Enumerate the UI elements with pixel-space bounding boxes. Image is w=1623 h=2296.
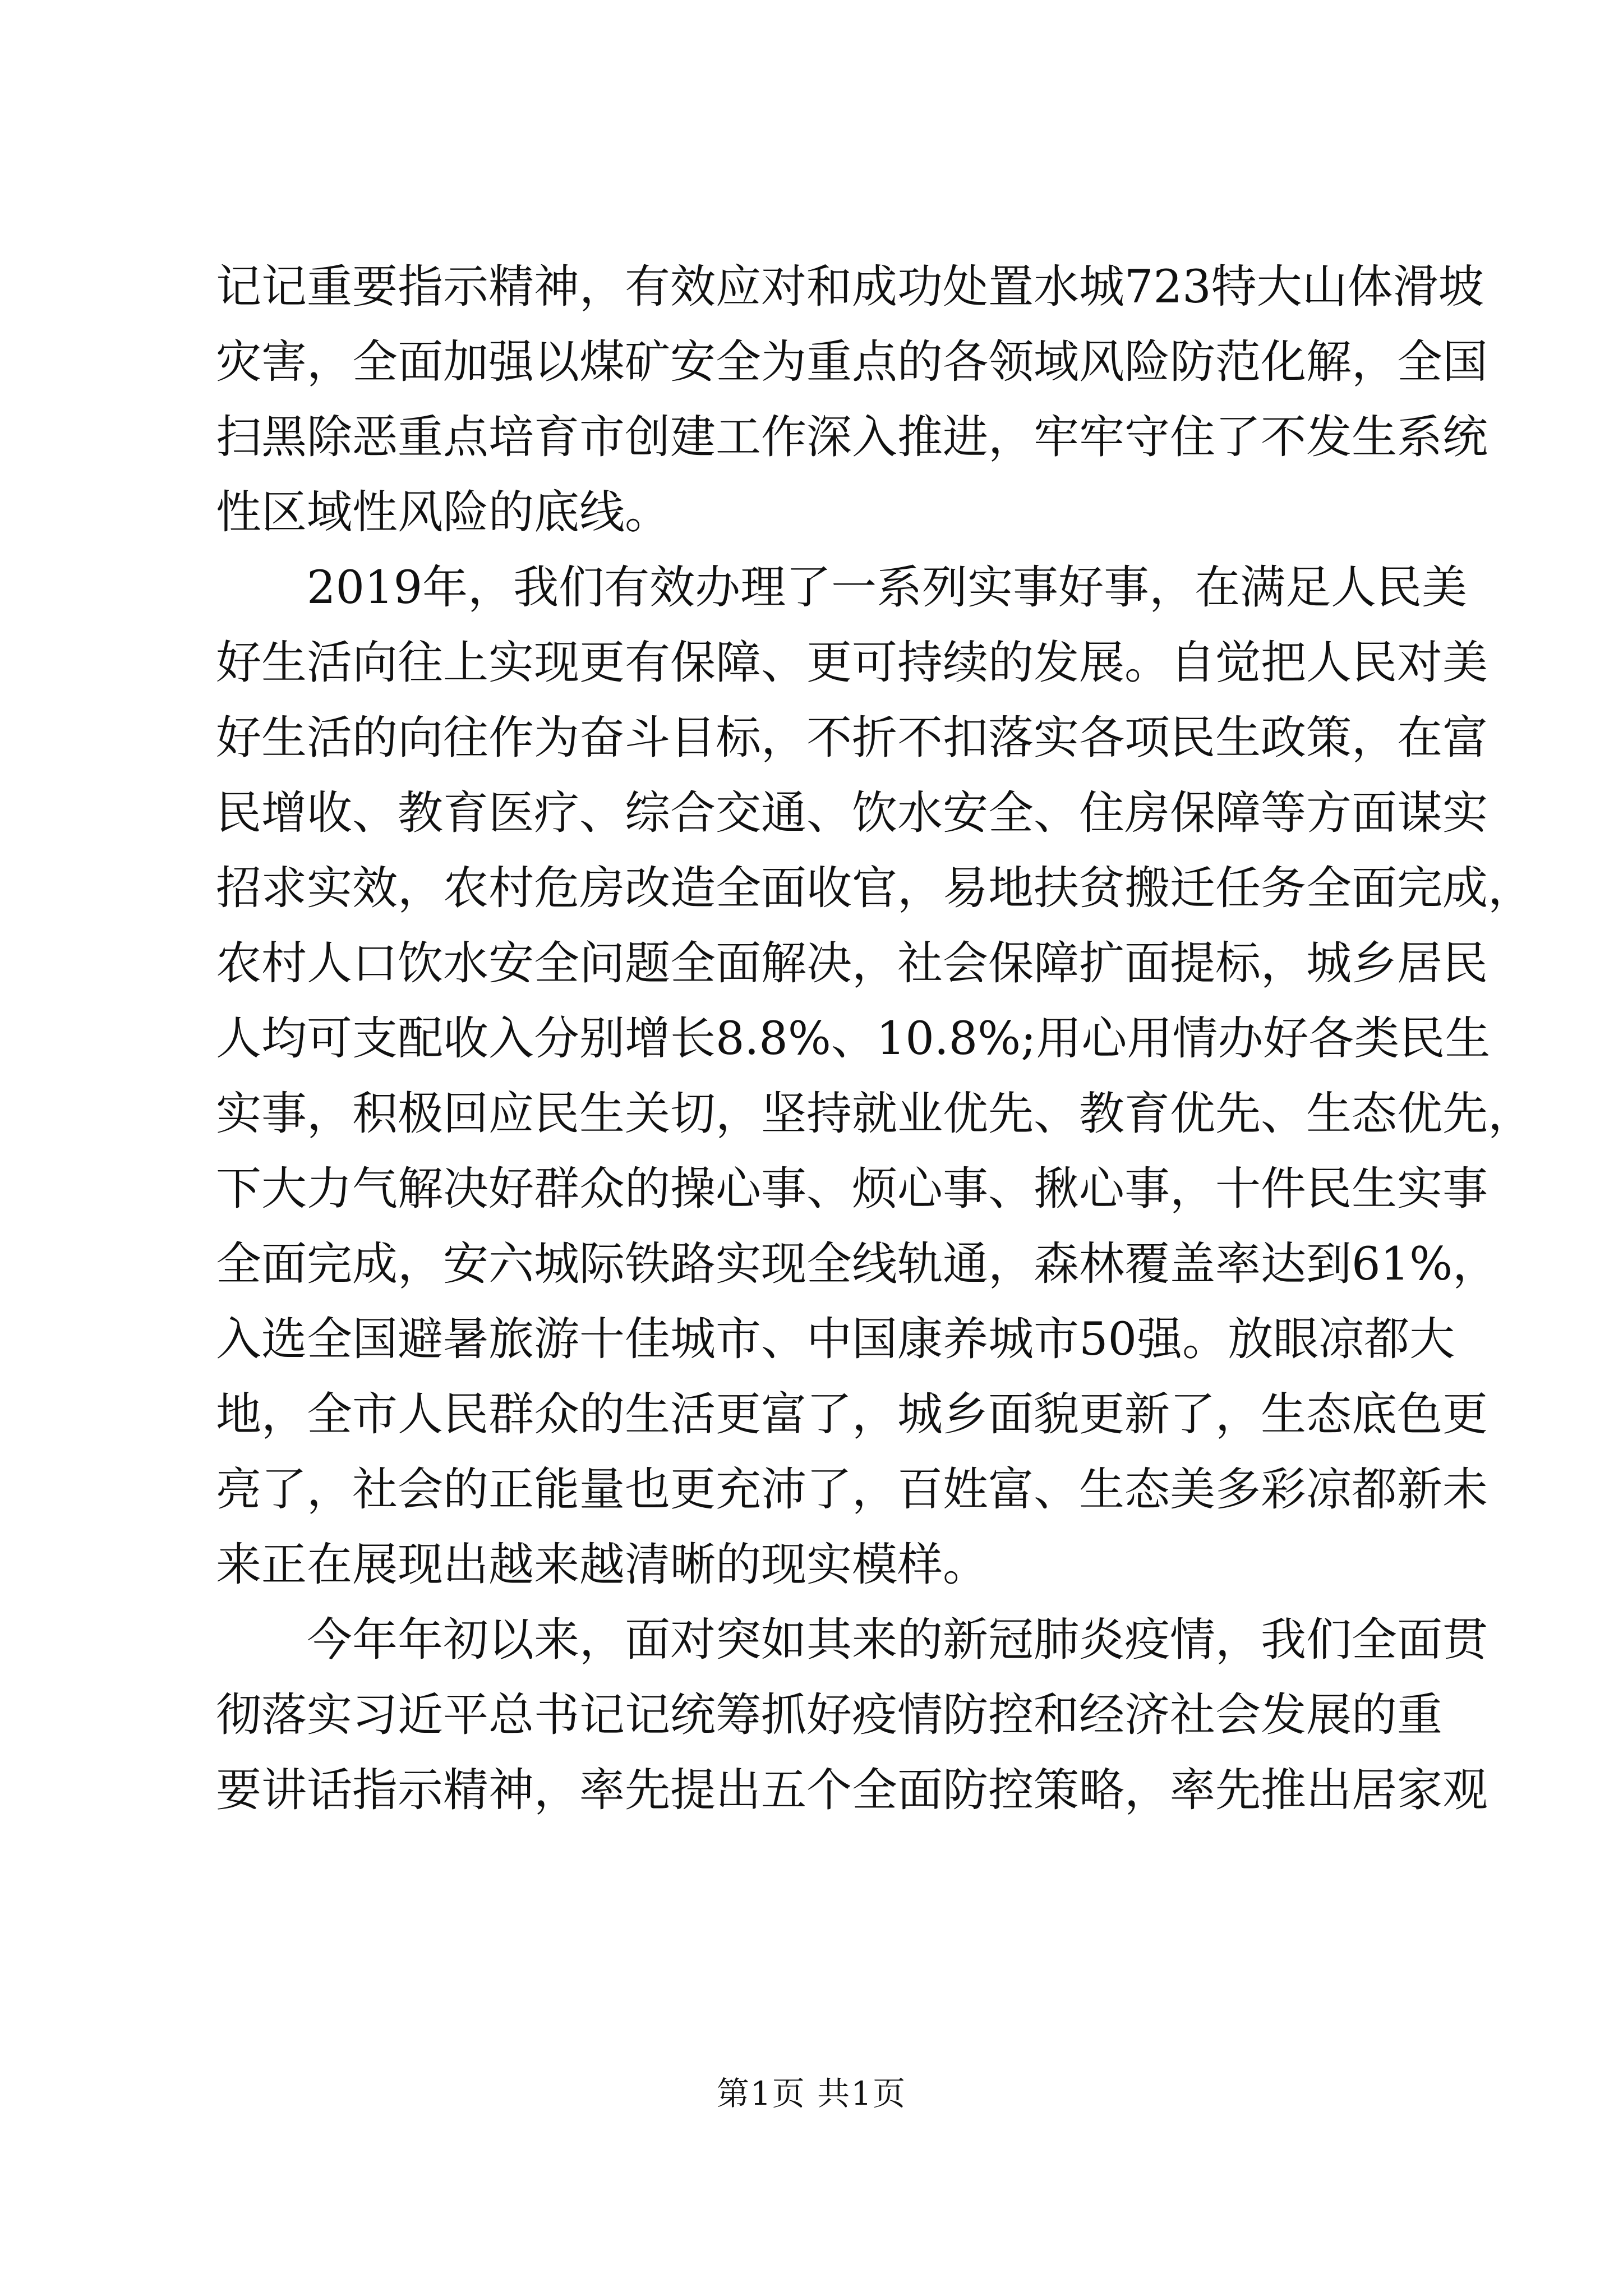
body-text: [216, 250, 1534, 1828]
text-line: 今年年初以来，面对突如其来的新冠肺炎疫情，我们全面贯: [307, 1614, 1488, 1667]
text-line: 2019年，我们有效办理了一系列实事好事，在满足人民美: [307, 562, 1468, 614]
text-line: 地，全市人民群众的生活更富了，城乡面貌更新了，生态底色更: [216, 1388, 1488, 1441]
page-footer: 第1页 共1页: [716, 2074, 907, 2113]
text-line: 亮了，社会的正能量也更充沛了，百姓富、生态美多彩凉都新未: [216, 1464, 1488, 1516]
text-line: 下大力气解决好群众的操心事、烦心事、揪心事，十件民生实事: [216, 1163, 1488, 1216]
text-line: 实事，积极回应民生关切，坚持就业优先、教育优先、生态优先，: [216, 1088, 1534, 1140]
text-line: 人均可支配收入分别增长8.8%、10.8%;用心用情办好各类民生: [216, 1013, 1491, 1065]
text-line: 好生活的向往作为奋斗目标，不折不扣落实各项民生政策，在富: [216, 712, 1488, 765]
text-line: 好生活向往上实现更有保障、更可持续的发展。自觉把人民对美: [216, 637, 1488, 689]
text-line: 灾害，全面加强以煤矿安全为重点的各领域风险防范化解，全国: [216, 336, 1488, 389]
text-line: 全面完成，安六城际铁路实现全线轨通，森林覆盖率达到61%，: [216, 1238, 1498, 1291]
text-line: 性区域性风险的底线。: [216, 486, 671, 539]
text-line: 招求实效，农村危房改造全面收官，易地扶贫搬迁任务全面完成，: [216, 862, 1534, 915]
text-line: 农村人口饮水安全问题全面解决，社会保障扩面提标，城乡居民: [216, 937, 1488, 990]
text-line: 记记重要指示精神，有效应对和成功处置水城723特大山体滑坡: [216, 261, 1484, 314]
text-line: 入选全国避暑旅游十佳城市、中国康养城市50强。放眼凉都大: [216, 1313, 1455, 1366]
text-line: 要讲话指示精神，率先提出五个全面防控策略，率先推出居家观: [216, 1764, 1488, 1817]
text-line: 扫黑除恶重点培育市创建工作深入推进，牢牢守住了不发生系统: [216, 411, 1488, 464]
text-line: 彻落实习近平总书记记统筹抓好疫情防控和经济社会发展的重: [216, 1689, 1443, 1742]
text-line: 来正在展现出越来越清晰的现实模样。: [216, 1539, 989, 1591]
text-line: 民增收、教育医疗、综合交通、饮水安全、住房保障等方面谋实: [216, 787, 1488, 840]
